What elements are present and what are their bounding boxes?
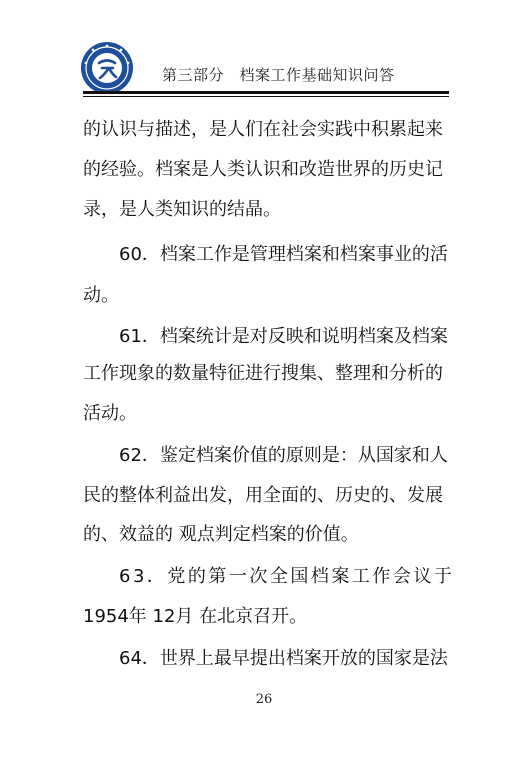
body-line: 动。 <box>83 285 119 306</box>
question-64-line: 64．世界上最早提出档案开放的国家是法 <box>119 648 448 669</box>
body-line: 1954年 12月 在北京召开。 <box>83 606 308 627</box>
question-62-line: 62．鉴定档案价值的原则是：从国家和人 <box>119 445 448 466</box>
university-emblem-icon <box>80 41 134 95</box>
body-line: 的、效益的 观点判定档案的价值。 <box>83 524 359 545</box>
body-line: 录，是人类知识的结晶。 <box>83 199 281 220</box>
question-63-line: 63．党的第一次全国档案工作会议于 <box>119 566 455 587</box>
body-line: 活动。 <box>83 403 137 424</box>
body-line: 的认识与描述，是人们在社会实践中积累起来 <box>83 119 443 140</box>
running-header: 第三部分 档案工作基础知识问答 <box>162 66 395 84</box>
header-rule-thin <box>83 96 449 97</box>
question-60-line: 60．档案工作是管理档案和档案事业的活 <box>119 244 448 265</box>
header-rule-thick <box>83 91 449 94</box>
body-line: 民的整体利益出发，用全面的、历史的、发展 <box>83 485 443 506</box>
page-number: 26 <box>255 692 273 707</box>
body-line: 的经验。档案是人类认识和改造世界的历史记 <box>83 159 443 180</box>
question-61-line: 61．档案统计是对反映和说明档案及档案 <box>119 326 448 347</box>
body-line: 工作现象的数量特征进行搜集、整理和分析的 <box>83 363 443 384</box>
